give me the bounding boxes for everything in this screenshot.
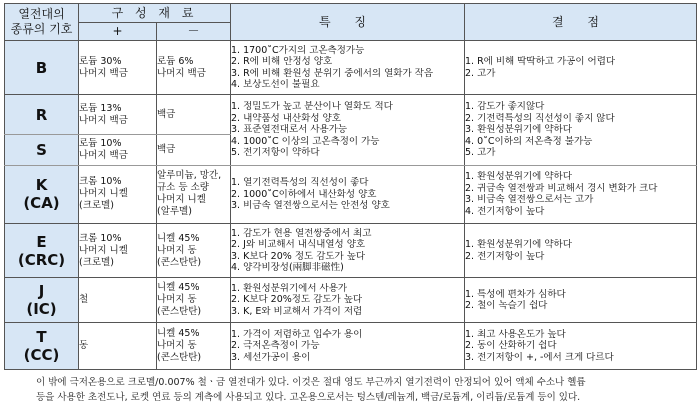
minus-material: 로듐 6% 나머지 백금 bbox=[157, 41, 231, 95]
thermocouple-table bbox=[4, 3, 697, 370]
materials-header: 구 성 재 료 bbox=[79, 4, 231, 23]
type-code: B bbox=[5, 41, 79, 95]
drawbacks-header: 결 점 bbox=[465, 4, 697, 41]
footnote: 이 밖에 극저온용으로 크로멜/0.007% 철ㆍ금 열전대가 있다. 이것은 절대 영도 부근까지 열기전력이 안정되어 있어 액체 수소나 헬륨 등을 사용한 초전도나, 로켓 연료 등의 계측에 사용되고 있다. 고온용으로서는 텅스텐/레늄계, 백금/로듐계, 이리듐/로듐계 등이 있다. bbox=[36, 377, 586, 403]
minus-material: 니켈 45% 나머지 동 (콘스탄탄) bbox=[157, 224, 231, 278]
features-cell: 1. 1700˚C가지의 고온측정가능 2. R에 비해 안정성 양호 3. R에 비해 환원성 분위기 중에서의 열화가 작음 4. 보상도선이 불필요 bbox=[231, 41, 465, 95]
plus-header: + bbox=[79, 23, 157, 41]
minus-material: 백금 bbox=[157, 134, 231, 165]
drawbacks-cell: 1. 감도가 좋지않다 2. 기전력특성의 직선성이 좋지 않다 3. 환원성분위기에 약하다 4. 0˚C이하의 저온측정 불가능 5. 고가 bbox=[465, 95, 697, 165]
table-row bbox=[5, 165, 697, 223]
type-code: K (CA) bbox=[5, 165, 79, 223]
header-row bbox=[5, 4, 697, 23]
minus-material: 니켈 45% 나머지 동 (콘스탄탄) bbox=[157, 278, 231, 322]
type-code: S bbox=[5, 134, 79, 165]
plus-material: 로듐 10% 나머지 백금 bbox=[79, 134, 157, 165]
drawbacks-cell: 1. R에 비해 딱딱하고 가공이 어렵다 2. 고가 bbox=[465, 41, 697, 95]
minus-material: 알루미늄, 망간, 규소 등 소량 나머지 니켈 (알루멜) bbox=[157, 165, 231, 223]
table-row bbox=[5, 41, 697, 95]
type-header: 열전대의 종류의 기호 bbox=[5, 4, 79, 41]
features-cell: 1. 감도가 현용 열전쌍중에서 최고 2. J와 비교해서 내식내열성 양호 3. K보다 20% 정도 감도가 높다 4. 양각비장성(兩脚非磁性) bbox=[231, 224, 465, 278]
table-row bbox=[5, 224, 697, 278]
drawbacks-cell: 1. 특성에 편차가 심하다 2. 철이 녹슬기 쉽다 bbox=[465, 278, 697, 322]
table-row bbox=[5, 95, 697, 134]
plus-material: 철 bbox=[79, 278, 157, 322]
plus-material: 크롬 10% 나머지 니켈 (크로멜) bbox=[79, 165, 157, 223]
plus-material: 동 bbox=[79, 322, 157, 369]
plus-material: 로듐 13% 나머지 백금 bbox=[79, 95, 157, 134]
table-row bbox=[5, 322, 697, 369]
type-code: R bbox=[5, 95, 79, 134]
features-header: 특 징 bbox=[231, 4, 465, 41]
features-cell: 1. 환원성분위기에서 사용가 2. K보다 20%정도 감도가 높다 3. K, E와 비교해서 가격이 저렴 bbox=[231, 278, 465, 322]
type-code: J (IC) bbox=[5, 278, 79, 322]
features-cell: 1. 정밀도가 높고 분산이나 열화도 적다 2. 내약품성 내산화성 양호 3. 표준열전대로서 사용가능 4. 1000˚C 이상의 고온측정이 가능 5. 전기저항이 약하다 bbox=[231, 95, 465, 165]
features-cell: 1. 열기전력특성의 직선성이 좋다 2. 1000˚C이하에서 내산화성 양호 3. 비금속 열전쌍으로서는 안전성 양호 bbox=[231, 165, 465, 223]
drawbacks-cell: 1. 최고 사용온도가 높다 2. 동이 산화하기 쉽다 3. 전기저항이 +, -에서 크게 다르다 bbox=[465, 322, 697, 369]
plus-material: 크롬 10% 나머지 니켈 (크로멜) bbox=[79, 224, 157, 278]
drawbacks-cell: 1. 환원성분위기에 약하다 2. 전기저항이 높다 bbox=[465, 224, 697, 278]
plus-material: 로듐 30% 나머지 백금 bbox=[79, 41, 157, 95]
type-code: T (CC) bbox=[5, 322, 79, 369]
type-code: E (CRC) bbox=[5, 224, 79, 278]
minus-material: 니켈 45% 나머지 동 (콘스탄탄) bbox=[157, 322, 231, 369]
drawbacks-cell: 1. 환원성분위기에 약하다 2. 귀금속 열전쌍과 비교해서 경시 변화가 크다 3. 비금속 열전쌍으로서는 고가 4. 전기저항이 높다 bbox=[465, 165, 697, 223]
features-cell: 1. 가격이 저렴하고 입수가 용이 2. 극저온측정이 가능 3. 세선가공이 용이 bbox=[231, 322, 465, 369]
minus-material: 백금 bbox=[157, 95, 231, 134]
table-row bbox=[5, 278, 697, 322]
minus-header: － bbox=[157, 23, 231, 41]
